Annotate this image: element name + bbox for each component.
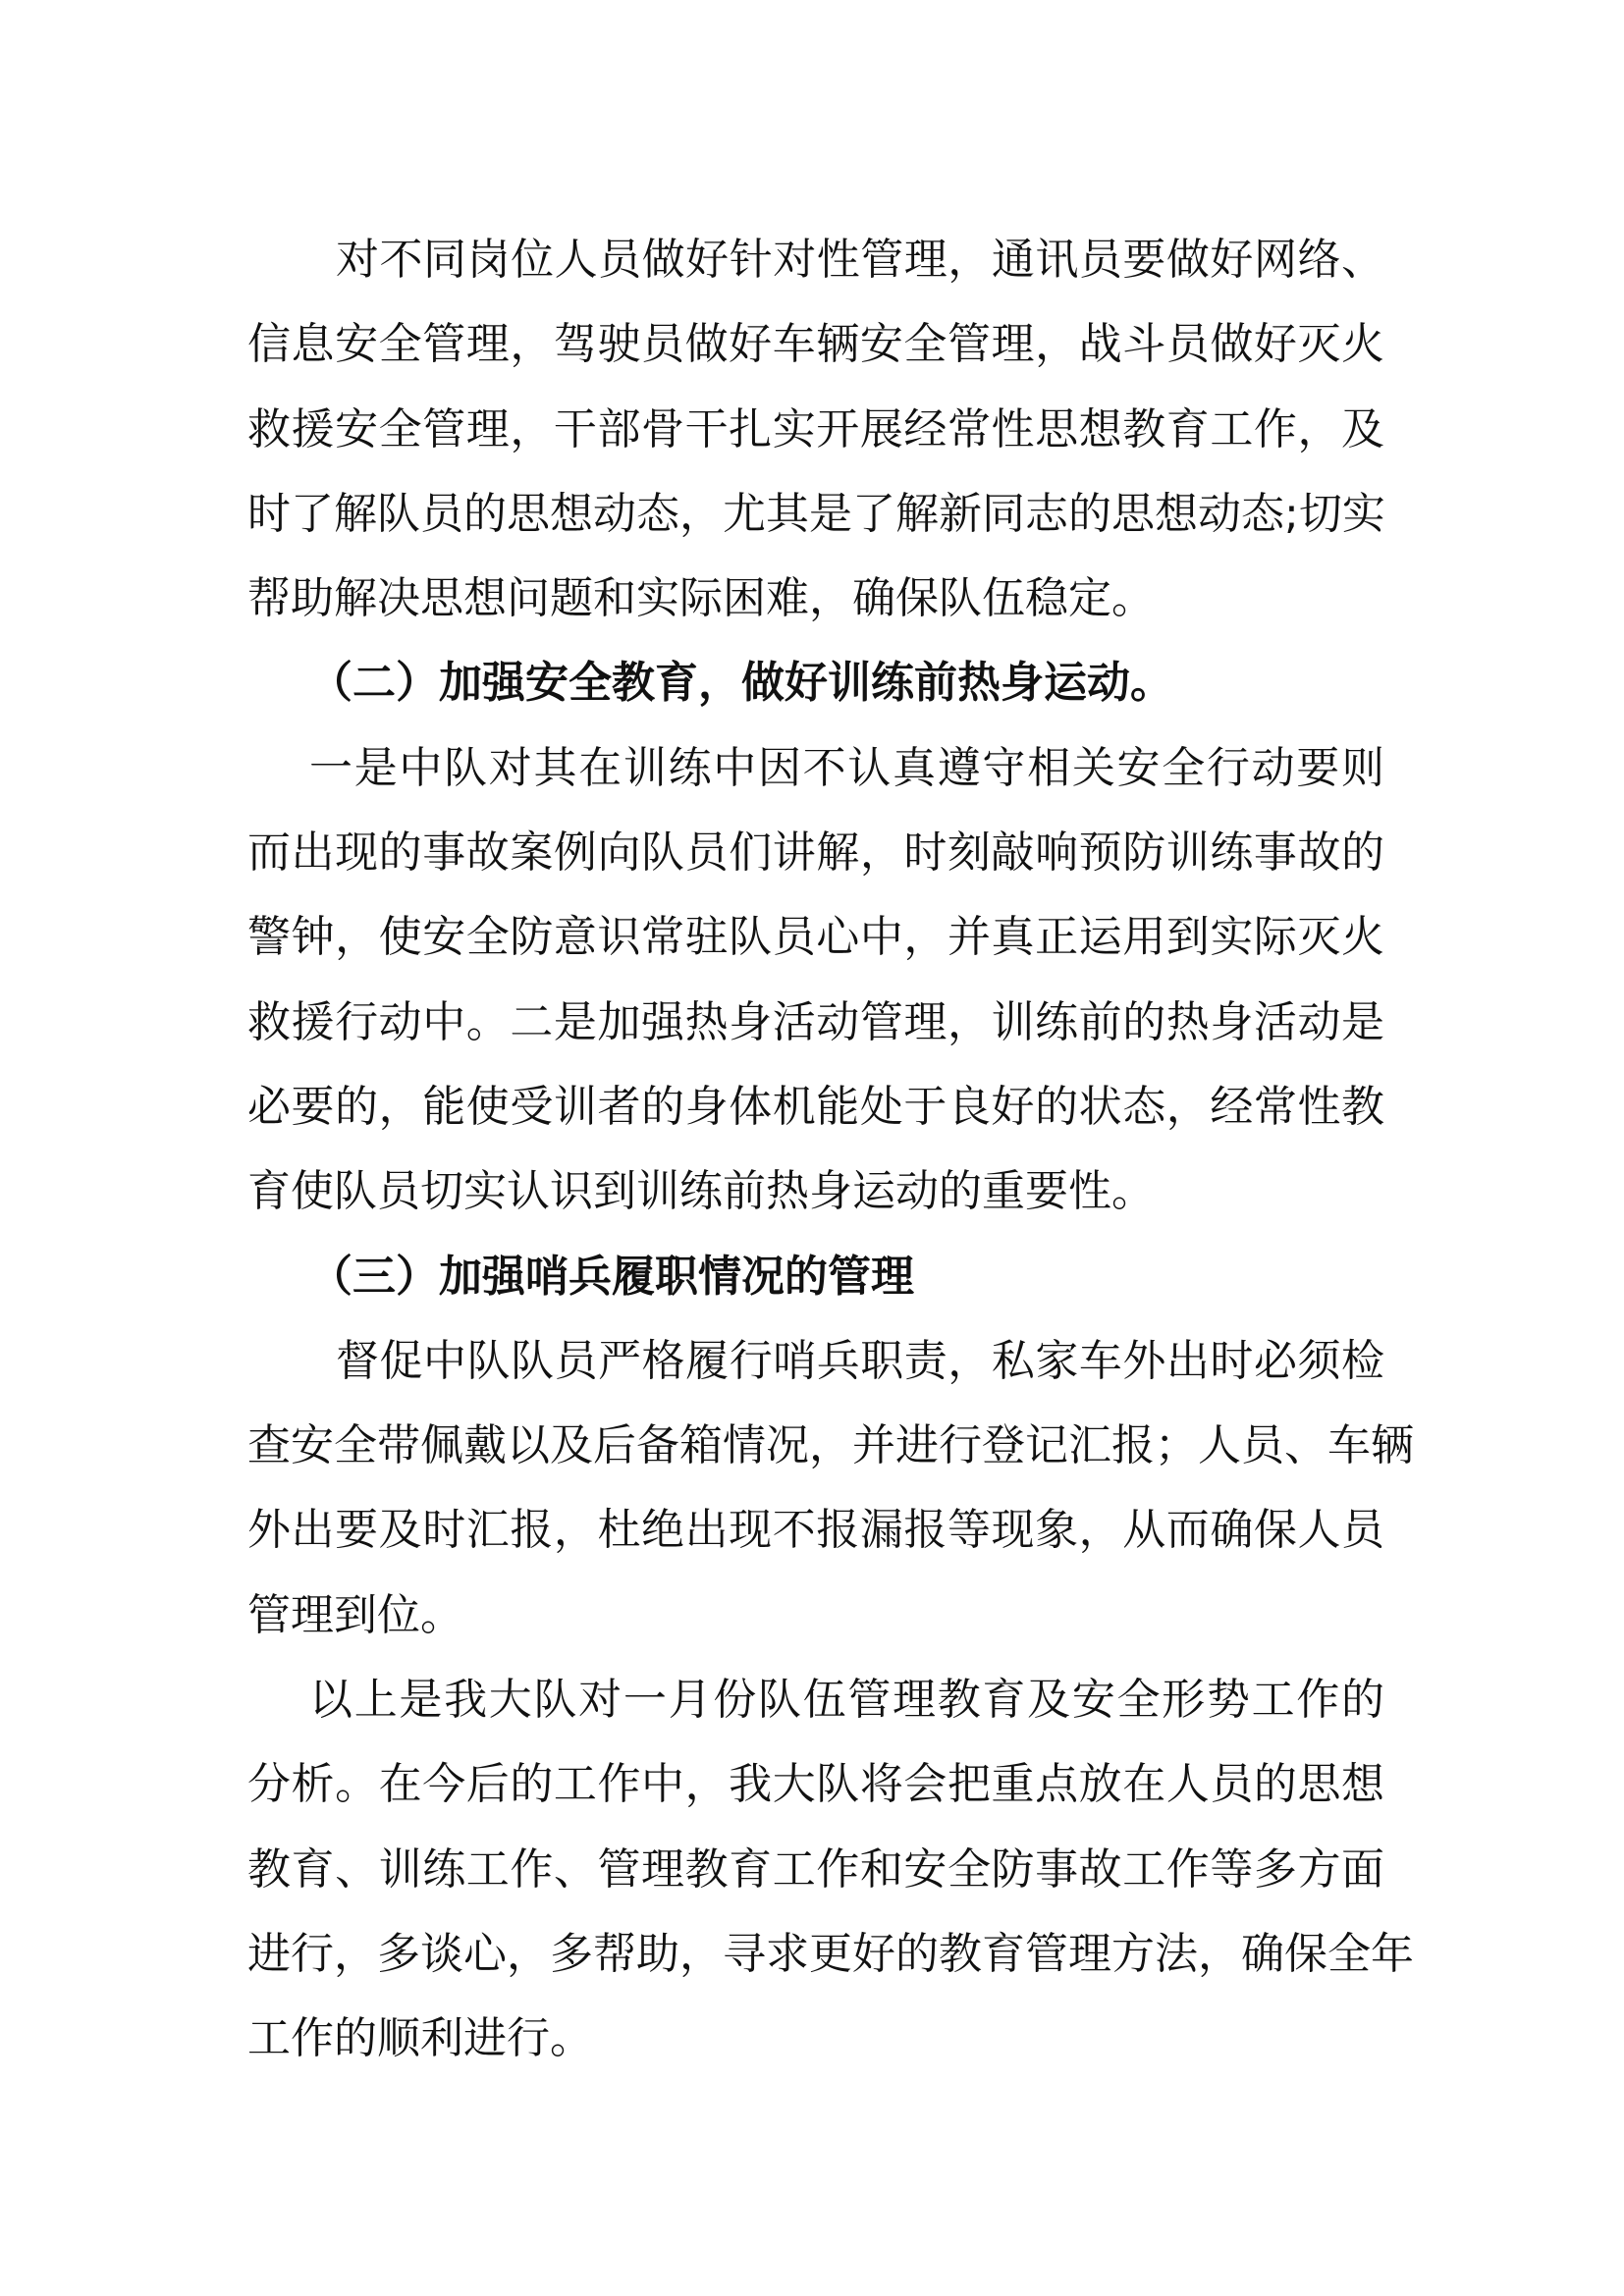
text-line: 警钟，使安全防意识常驻队员心中，并真正运用到实际灭火 [247,912,1384,963]
section-heading [247,641,1384,725]
body-paragraph [247,1658,1414,2081]
text-line: 一是中队对其在训练中因不认真遵守相关安全行动要则 [309,742,1384,793]
text-line: 救援行动中。二是加强热身活动管理，训练前的热身活动是 [247,996,1384,1047]
text-line: 帮助解决思想问题和实际困难，确保队伍稳定。 [247,573,1155,624]
text-line: 外出要及时汇报，杜绝出现不报漏报等现象，从而确保人员 [247,1505,1384,1556]
text-line: 信息安全管理，驾驶员做好车辆安全管理，战斗员做好灭火 [247,319,1384,370]
text-line: 分析。在今后的工作中，我大队将会把重点放在人员的思想 [247,1759,1384,1810]
text-line: 对不同岗位人员做好针对性管理，通讯员要做好网络、 [336,235,1384,285]
text-line: 进行，多谈心，多帮助，寻求更好的教育管理方法，确保全年 [247,1928,1414,1979]
text-line: 管理到位。 [247,1589,463,1640]
text-line: （三）加强哨兵履职情况的管理 [309,1251,914,1302]
text-line: 工作的顺利进行。 [247,2013,593,2064]
document-page [247,218,1414,2082]
text-line: 查安全带佩戴以及后备箱情况，并进行登记汇报；人员、车辆 [247,1420,1414,1471]
text-line: 而出现的事故案例向队员们讲解，时刻敲响预防训练事故的 [247,828,1384,879]
body-paragraph [247,218,1384,641]
text-line: （二）加强安全教育，做好训练前热身运动。 [309,658,1173,709]
body-paragraph [247,1319,1414,1658]
text-line: 教育、训练工作、管理教育工作和安全防事故工作等多方面 [247,1843,1384,1895]
text-line: 督促中队队员严格履行哨兵职责，私家车外出时必须检 [336,1335,1384,1386]
body-paragraph [247,726,1384,1235]
text-line: 以上是我大队对一月份队伍管理教育及安全形势工作的 [309,1675,1384,1726]
section-heading [247,1235,1384,1319]
text-line: 时了解队员的思想动态，尤其是了解新同志的思想动态;切实 [247,488,1385,539]
text-line: 救援安全管理，干部骨干扎实开展经常性思想教育工作，及 [247,403,1384,454]
text-line: 育使队员切实认识到训练前热身运动的重要性。 [247,1166,1155,1217]
text-line: 必要的，能使受训者的身体机能处于良好的状态，经常性教 [247,1081,1384,1132]
